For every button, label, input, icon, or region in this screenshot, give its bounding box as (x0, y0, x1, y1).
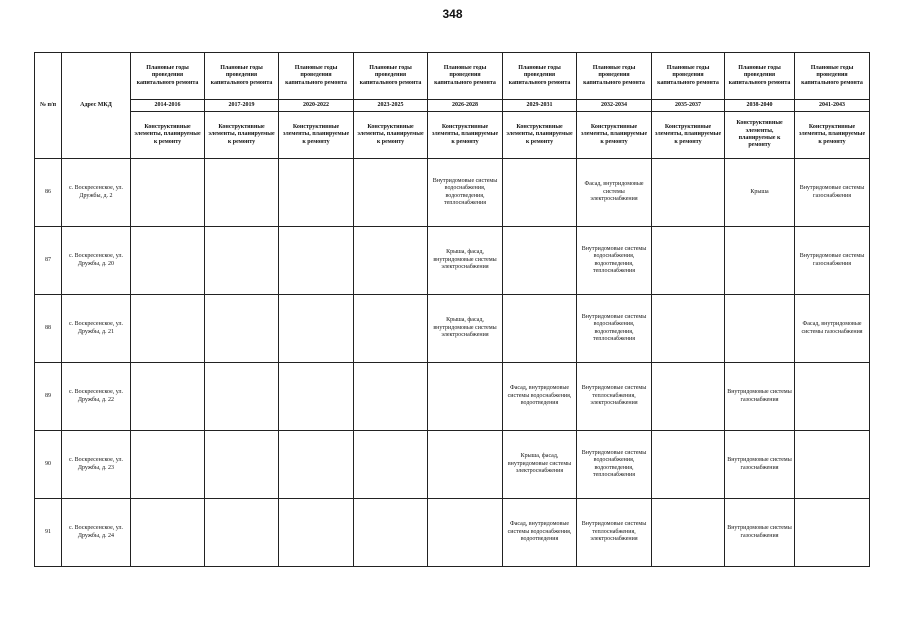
table-cell (795, 363, 870, 431)
header-elements: Конструктивные элементы, планируемые к ремонту (795, 112, 870, 159)
header-elements: Конструктивные элементы, планируемые к ремонту (577, 112, 652, 159)
header-period: 2041-2043 (795, 100, 870, 112)
table-cell (652, 159, 725, 227)
table-cell (354, 295, 428, 363)
table-cell (131, 431, 205, 499)
table-cell (131, 159, 205, 227)
table-cell: Внутридомовые системы газоснабжения (795, 159, 870, 227)
header-address: Адрес МКД (62, 53, 131, 159)
table-cell: Внутридомовые системы теплоснабжения, электроснабжения (577, 499, 652, 567)
table-cell (725, 295, 795, 363)
table-cell (205, 159, 279, 227)
row-address: с. Воскресенское, ул. Дружбы, д. 20 (62, 227, 131, 295)
table-row (35, 295, 870, 363)
table-cell: Фасад, внутридомовые системы электроснабжения (577, 159, 652, 227)
table-cell: Крыша (725, 159, 795, 227)
row-address: с. Воскресенское, ул. Дружбы, д. 24 (62, 499, 131, 567)
table-cell (652, 363, 725, 431)
table-cell: Внутридомовые системы газоснабжения (795, 227, 870, 295)
header-row-elements (35, 112, 870, 159)
table-row (35, 363, 870, 431)
header-period: 2026-2028 (428, 100, 503, 112)
table-row (35, 227, 870, 295)
table-cell (205, 431, 279, 499)
table-cell (428, 431, 503, 499)
header-period: 2020-2022 (279, 100, 354, 112)
table-cell (354, 431, 428, 499)
header-years-label: Плановые годы проведения капитального ремонта (503, 53, 577, 100)
page-number: 348 (442, 7, 463, 21)
header-years-label: Плановые годы проведения капитального ремонта (725, 53, 795, 100)
table-cell (205, 227, 279, 295)
table-cell: Внутридомовые системы водоснабжения, водоотведения, теплоснабжения (577, 295, 652, 363)
header-years-label: Плановые годы проведения капитального ремонта (131, 53, 205, 100)
header-period: 2014-2016 (131, 100, 205, 112)
row-number: 89 (35, 363, 62, 431)
table-cell (205, 363, 279, 431)
table-row (35, 431, 870, 499)
table-cell (131, 295, 205, 363)
header-years-label: Плановые годы проведения капитального ремонта (428, 53, 503, 100)
header-years-label: Плановые годы проведения капитального ремонта (205, 53, 279, 100)
header-period: 2023-2025 (354, 100, 428, 112)
header-number: № п/п (35, 53, 62, 159)
table-cell (795, 499, 870, 567)
table-cell (503, 227, 577, 295)
header-period: 2029-2031 (503, 100, 577, 112)
table-cell (652, 431, 725, 499)
table-row (35, 499, 870, 567)
header-elements: Конструктивные элементы, планируемые к ремонту (428, 112, 503, 159)
table-cell (131, 227, 205, 295)
row-number: 86 (35, 159, 62, 227)
table-row (35, 159, 870, 227)
table-cell: Крыша, фасад, внутридомовые системы электроснабжения (428, 227, 503, 295)
table-cell (652, 227, 725, 295)
table-cell: Внутридомовые системы газоснабжения (725, 499, 795, 567)
header-row-years (35, 53, 870, 100)
header-period: 2017-2019 (205, 100, 279, 112)
header-years-label: Плановые годы проведения капитального ремонта (795, 53, 870, 100)
table-cell: Внутридомовые системы теплоснабжения, электроснабжения (577, 363, 652, 431)
table-cell (428, 499, 503, 567)
header-elements: Конструктивные элементы, планируемые к ремонту (652, 112, 725, 159)
table-cell (279, 363, 354, 431)
table-cell: Фасад, внутридомовые системы водоснабжения, водоотведения (503, 363, 577, 431)
table-cell (279, 431, 354, 499)
table-cell (354, 363, 428, 431)
header-row-periods (35, 100, 870, 112)
table-cell: Внутридомовые системы водоснабжения, водоотведения, теплоснабжения (428, 159, 503, 227)
row-address: с. Воскресенское, ул. Дружбы, д. 23 (62, 431, 131, 499)
table-cell: Внутридомовые системы водоснабжения, водоотведения, теплоснабжения (577, 431, 652, 499)
capital-repair-table (34, 52, 870, 567)
table-cell (279, 159, 354, 227)
table-cell (354, 227, 428, 295)
table-cell: Крыша, фасад, внутридомовые системы электроснабжения (503, 431, 577, 499)
row-number: 88 (35, 295, 62, 363)
row-number: 91 (35, 499, 62, 567)
table-cell (503, 159, 577, 227)
header-years-label: Плановые годы проведения капитального ремонта (577, 53, 652, 100)
table-cell (652, 295, 725, 363)
header-period: 2032-2034 (577, 100, 652, 112)
table-cell (131, 363, 205, 431)
header-elements: Конструктивные элементы, планируемые к ремонту (503, 112, 577, 159)
header-years-label: Плановые годы проведения капитального ремонта (652, 53, 725, 100)
table-cell (279, 227, 354, 295)
table-cell (428, 363, 503, 431)
row-address: с. Воскресенское, ул. Дружбы, д. 2 (62, 159, 131, 227)
header-period: 2035-2037 (652, 100, 725, 112)
table-cell (354, 159, 428, 227)
table-cell (205, 499, 279, 567)
header-years-label: Плановые годы проведения капитального ремонта (279, 53, 354, 100)
row-number: 90 (35, 431, 62, 499)
table-cell (725, 227, 795, 295)
header-years-label: Плановые годы проведения капитального ремонта (354, 53, 428, 100)
table-cell (131, 499, 205, 567)
header-elements: Конструктивные элементы, планируемые к ремонту (279, 112, 354, 159)
table-cell (503, 295, 577, 363)
table-cell (205, 295, 279, 363)
header-elements: Конструктивные элементы, планируемые к ремонту (354, 112, 428, 159)
row-number: 87 (35, 227, 62, 295)
table-cell: Фасад, внутридомовые системы водоснабжения, водоотведения (503, 499, 577, 567)
header-elements: Конструктивные элементы, планируемые к ремонту (131, 112, 205, 159)
row-address: с. Воскресенское, ул. Дружбы, д. 21 (62, 295, 131, 363)
header-elements: Конструктивные элементы, планируемые к ремонту (725, 112, 795, 159)
table-cell (795, 431, 870, 499)
table-cell: Внутридомовые системы водоснабжения, водоотведения, теплоснабжения (577, 227, 652, 295)
table-cell (354, 499, 428, 567)
table-cell (652, 499, 725, 567)
row-address: с. Воскресенское, ул. Дружбы, д. 22 (62, 363, 131, 431)
table-cell: Внутридомовые системы газоснабжения (725, 363, 795, 431)
header-period: 2038-2040 (725, 100, 795, 112)
table-cell: Внутридомовые системы газоснабжения (725, 431, 795, 499)
header-elements: Конструктивные элементы, планируемые к ремонту (205, 112, 279, 159)
table-cell (279, 499, 354, 567)
table-cell: Фасад, внутридомовые системы газоснабжения (795, 295, 870, 363)
table-cell: Крыша, фасад, внутридомовые системы электроснабжения (428, 295, 503, 363)
table-cell (279, 295, 354, 363)
